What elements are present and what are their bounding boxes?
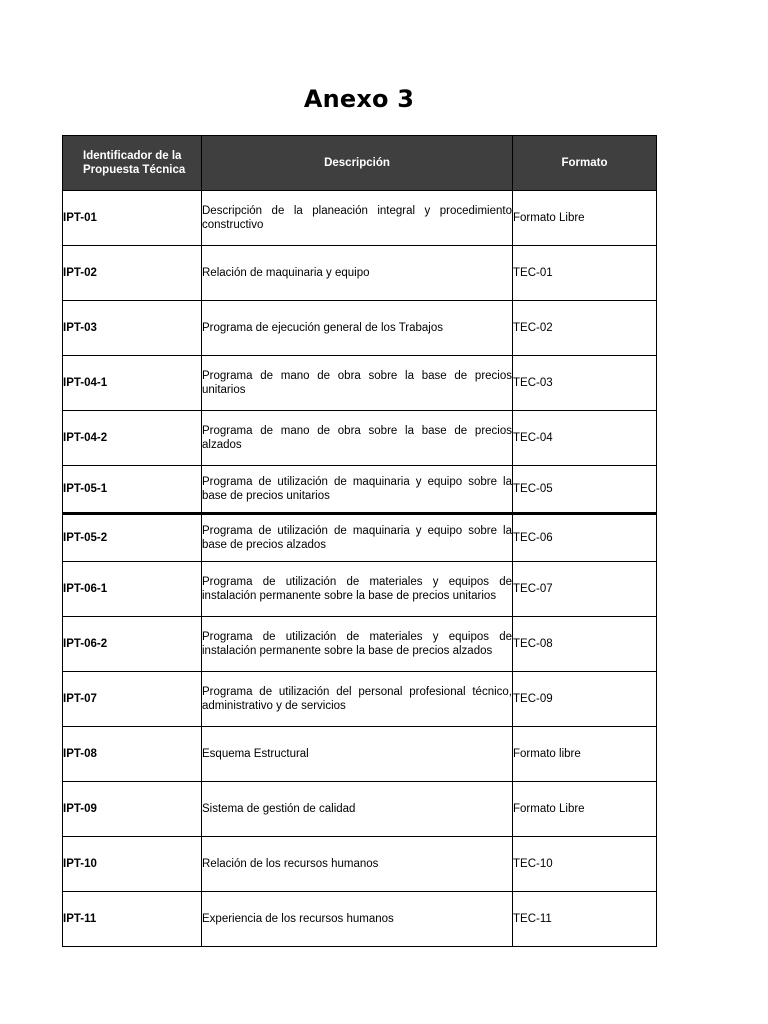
row-format: TEC-04: [513, 411, 657, 466]
table-row: [63, 246, 657, 301]
row-id: IPT-01: [63, 191, 202, 246]
table-header: [63, 136, 657, 191]
row-format: Formato libre: [513, 727, 657, 782]
row-description: Programa de mano de obra sobre la base de precios unitarios: [202, 356, 513, 411]
row-format: Formato Libre: [513, 782, 657, 837]
annex-table: [62, 135, 657, 947]
table-row: [63, 411, 657, 466]
row-description: Programa de ejecución general de los Trabajos: [202, 301, 513, 356]
row-format: TEC-03: [513, 356, 657, 411]
header-format: Formato: [513, 136, 657, 191]
table-row: [63, 837, 657, 892]
row-format: TEC-08: [513, 617, 657, 672]
table-row: [63, 617, 657, 672]
row-description: Programa de utilización de materiales y equipos de instalación permanente sobre la base de precios unitarios: [202, 562, 513, 617]
row-id: IPT-04-2: [63, 411, 202, 466]
table-row: [63, 727, 657, 782]
row-id: IPT-03: [63, 301, 202, 356]
table-row: [63, 672, 657, 727]
row-id: IPT-05-2: [63, 514, 202, 562]
table-row: [63, 782, 657, 837]
row-format: TEC-06: [513, 514, 657, 562]
row-description: Programa de utilización de maquinaria y equipo sobre la base de precios unitarios: [202, 466, 513, 514]
row-id: IPT-10: [63, 837, 202, 892]
header-id: Identificador de la Propuesta Técnica: [63, 136, 202, 191]
row-description: Esquema Estructural: [202, 727, 513, 782]
row-description: Programa de utilización de materiales y equipos de instalación permanente sobre la base de precios alzados: [202, 617, 513, 672]
table-row: [63, 191, 657, 246]
row-description: Relación de los recursos humanos: [202, 837, 513, 892]
row-description: Programa de mano de obra sobre la base de precios alzados: [202, 411, 513, 466]
row-id: IPT-05-1: [63, 466, 202, 514]
row-format: TEC-10: [513, 837, 657, 892]
page-title: Anexo 3: [303, 85, 415, 113]
header-row: [63, 136, 657, 191]
row-id: IPT-06-1: [63, 562, 202, 617]
row-id: IPT-04-1: [63, 356, 202, 411]
row-description: Descripción de la planeación integral y procedimiento constructivo: [202, 191, 513, 246]
table-body: [63, 191, 657, 947]
table-row: [63, 301, 657, 356]
row-format: TEC-01: [513, 246, 657, 301]
table-row: [63, 562, 657, 617]
table-row: [63, 466, 657, 514]
row-id: IPT-06-2: [63, 617, 202, 672]
row-id: IPT-02: [63, 246, 202, 301]
row-description: Experiencia de los recursos humanos: [202, 892, 513, 947]
row-format: TEC-07: [513, 562, 657, 617]
row-id: IPT-07: [63, 672, 202, 727]
row-id: IPT-09: [63, 782, 202, 837]
row-description: Sistema de gestión de calidad: [202, 782, 513, 837]
row-description: Programa de utilización del personal profesional técnico, administrativo y de servicios: [202, 672, 513, 727]
row-format: TEC-11: [513, 892, 657, 947]
table-row: [63, 356, 657, 411]
table-row: [63, 892, 657, 947]
row-format: TEC-05: [513, 466, 657, 514]
row-id: IPT-11: [63, 892, 202, 947]
row-id: IPT-08: [63, 727, 202, 782]
row-format: Formato Libre: [513, 191, 657, 246]
table-row: [63, 514, 657, 562]
row-description: Relación de maquinaria y equipo: [202, 246, 513, 301]
row-format: TEC-02: [513, 301, 657, 356]
row-format: TEC-09: [513, 672, 657, 727]
header-description: Descripción: [202, 136, 513, 191]
row-description: Programa de utilización de maquinaria y equipo sobre la base de precios alzados: [202, 514, 513, 562]
